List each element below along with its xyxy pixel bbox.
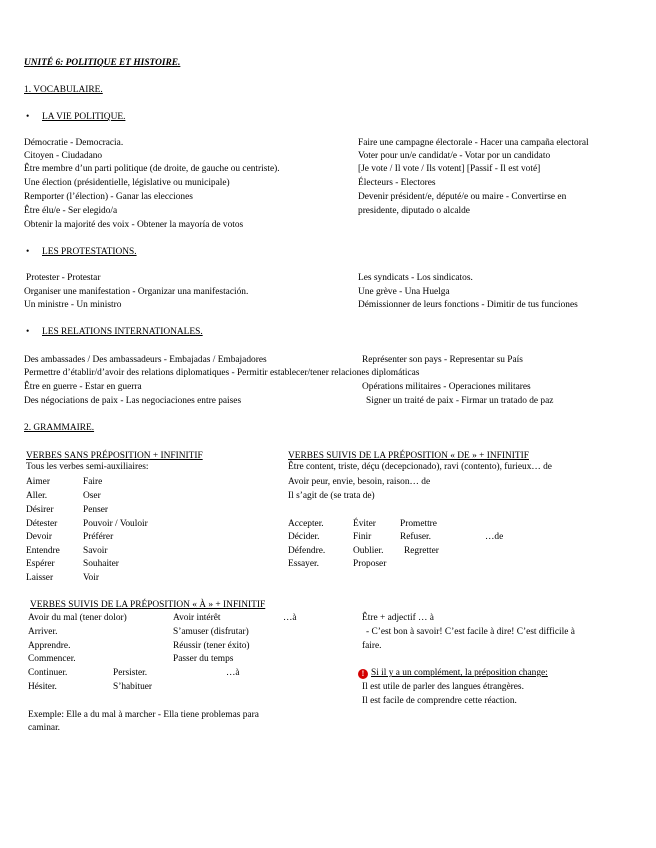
heading-verbes-de: VERBES SUIVIS DE LA PRÉPOSITION « DE » + INFINITIF [288,451,529,461]
verb-item: Souhaiter [83,559,119,569]
vocab-line: Être élu/e - Ser elegido/a [24,206,118,216]
verb-item: Entendre [26,546,60,556]
vocab-line: Une grève - Una Huelga [358,287,450,297]
vocab-line: Des négociations de paix - Las negociaciones entre paises [24,396,242,406]
verb-item: Éviter [353,519,376,529]
vocab-line: Remporter (l’élection) - Ganar las elecciones [24,192,193,202]
vocab-line: Obtenir la majorité des voix - Obtener la mayoría de votos [24,220,244,230]
verb-item: Persister. [113,668,148,678]
example-line: Exemple: Elle a du mal à marcher - Ella tiene problemas para [28,710,259,720]
vocab-line: Voter pour un/e candidat/e - Votar por un candidato [358,151,551,161]
verb-item: Espérer [26,559,55,569]
verb-item: Réussir (tener éxito) [173,641,250,651]
grammar-line: Être + adjectif … à [362,613,434,623]
heading-protestations: • LES PROTESTATIONS. [42,247,137,258]
verb-item: Hésiter. [28,682,57,692]
warning-note [358,668,548,679]
grammar-line: Il est facile de comprendre cette réaction. [362,696,517,706]
preposition-suffix: …à [283,613,297,623]
vocab-line: Un ministre - Un ministro [24,300,122,310]
heading-relations: • LES RELATIONS INTERNATIONALES. [42,327,203,338]
vocab-line: Permettre d’établir/d’avoir des relations diplomatiques - Permitir establecer/tener relaciones diplomáticas [24,368,420,378]
preposition-suffix: …à [226,668,240,678]
verb-item: Savoir [83,546,108,556]
grammar-line: Avoir peur, envie, besoin, raison… de [288,477,431,487]
verb-item: Promettre [400,519,437,529]
verb-item: Voir [83,573,99,583]
vocab-line: Démissionner de leurs fonctions - Dimitir de tus funciones [358,300,578,310]
verb-item: Accepter. [288,519,324,529]
vocab-line: Des ambassades / Des ambassadeurs - Embajadas / Embajadores [24,355,267,365]
verb-item: Penser [83,505,108,515]
vocab-line: Être membre d’un parti politique (de droite, de gauche ou centriste). [24,164,280,174]
vocab-line: Une élection (présidentielle, législative ou municipale) [24,178,230,188]
vocab-line: Les syndicats - Los sindicatos. [358,273,473,283]
verb-item: Faire [83,477,103,487]
vocab-line: Organiser une manifestation - Organizar una manifestación. [24,287,249,297]
grammar-line: - C’est bon à savoir! C’est facile à dire! C’est difficile à [366,627,575,637]
verb-item: Finir [353,532,372,542]
verb-item: Commencer. [28,654,76,664]
heading-vie-politique: • LA VIE POLITIQUE. [42,112,125,123]
vocab-line: Opérations militaires - Operaciones militares [362,382,531,392]
verb-item: Continuer. [28,668,68,678]
heading-verbes-a: VERBES SUIVIS DE LA PRÉPOSITION « À » + INFINITIF [30,600,266,610]
verb-item: Aller. [26,491,48,501]
example-line: caminar. [28,723,61,733]
vocab-line: Faire une campagne électorale - Hacer una campaña electoral [358,138,589,148]
vocab-line: Représenter son pays - Representar su País [362,355,523,365]
grammar-intro: Tous les verbes semi-auxiliaires: [26,462,149,472]
vocab-line: Électeurs - Electores [358,178,436,188]
verb-item: Apprendre. [28,641,71,651]
vocab-line: Citoyen - Ciudadano [24,151,103,161]
grammar-line: faire. [362,641,382,651]
vocab-line: Être en guerre - Estar en guerra [24,382,142,392]
grammar-line: Il est utile de parler des langues étrangères. [362,682,524,692]
section-vocabulaire: 1. VOCABULAIRE. [24,85,103,95]
verb-item: Essayer. [288,559,319,569]
verb-item: Passer du temps [173,654,234,664]
grammar-line: Être content, triste, déçu (decepcionado), ravi (contento), furieux… de [288,462,552,472]
verb-item: Désirer [26,505,54,515]
verb-item: Aimer [26,477,50,487]
verb-item: Oublier. [353,546,384,556]
verb-item: Préférer [83,532,114,542]
preposition-suffix: …de [485,532,504,542]
verb-item: Laisser [26,573,54,583]
warning-icon: ! [358,669,368,679]
vocab-line: Signer un traité de paix - Firmar un tratado de paz [366,396,554,406]
vocab-line: Protester - Protestar [26,273,101,283]
verb-item: Pouvoir / Vouloir [83,519,148,529]
verb-item: Décider. [288,532,320,542]
verb-item: Refuser. [400,532,431,542]
verb-item: Devoir [26,532,53,542]
verb-item: Détester [26,519,58,529]
verb-item: Regretter [404,546,439,556]
verb-item: Proposer [353,559,387,569]
verb-item: Oser [83,491,101,501]
vocab-line: presidente, diputado o alcalde [358,206,470,216]
heading-verbes-sans-preposition: VERBES SANS PRÉPOSITION + INFINITIF [26,451,203,461]
verb-item: Avoir intérêt [173,613,221,623]
warning-note-text: Si il y a un complément, la préposition change: [371,668,548,678]
vocab-line: Démocratie - Democracia. [24,138,124,148]
section-grammaire: 2. GRAMMAIRE. [24,423,95,433]
grammar-line: Il s’agit de (se trata de) [288,491,375,501]
unit-title: UNITÉ 6: POLITIQUE ET HISTOIRE. [24,58,181,68]
verb-item: Défendre. [288,546,326,556]
vocab-line: Devenir président/e, député/e ou maire - Convertirse en [358,192,567,202]
verb-item: Arriver. [28,627,58,637]
verb-item: S’habituer [113,682,153,692]
verb-item: S’amuser (disfrutar) [173,627,249,637]
verb-item: Avoir du mal (tener dolor) [28,613,127,623]
vocab-line: [Je vote / Il vote / Ils votent] [Passif - Il est voté] [358,164,541,174]
